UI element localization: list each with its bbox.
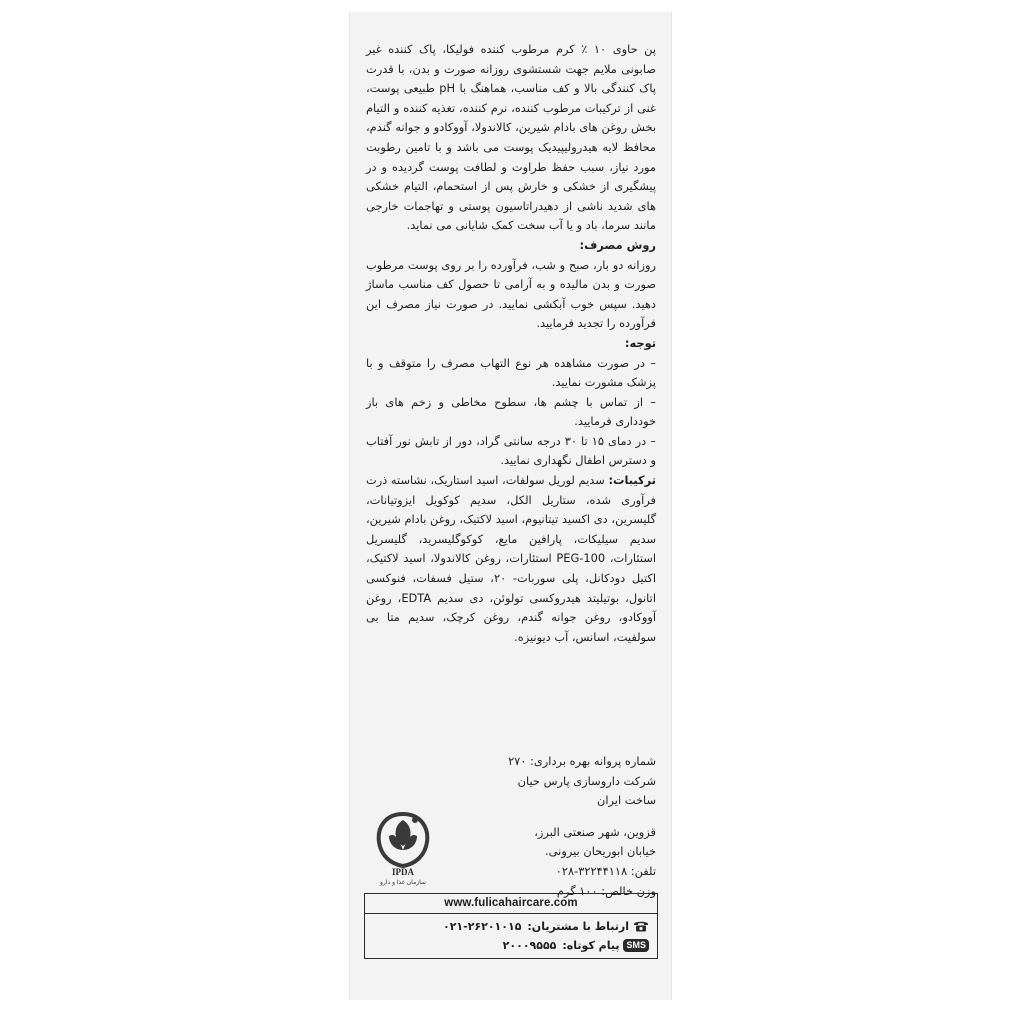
website-link[interactable]: www.fulicahaircare.com [444,897,578,909]
sms-row [373,936,649,954]
ipda-label: IPDA [392,867,414,877]
net-weight: وزن خالص: ۱۰۰ گرم [556,883,656,898]
address-line-1: قزوین، شهر صنعتی البرز، [534,824,656,839]
telephone-icon [633,920,649,932]
sms-number[interactable]: ۲۰۰۰۹۵۵۵ [502,938,557,952]
caution-heading: توجه: [624,335,656,350]
usage-text: روزانه دو بار، صبح و شب، فرآورده را بر روی پوست مرطوب صورت و بدن مالیده و به آرامی تا حصول کف مناسب ماساژ دهید. سپس خوب آبکشی نمایید. در صورت نیاز مصرف این فرآورده را تجدید فرمایید. [366,257,656,331]
made-in: ساخت ایران [596,793,656,808]
product-description: پن حاوی ۱۰ ٪ کرم مرطوب کننده فولیکا، پاک کننده غیر صابونی ملایم جهت شستشوی روزانه صورت و بدن، با قدرت پاک کنندگی بالا و کف مناسب، هماهنگ با pH طبیعی پوست، غنی از ترکیبات مرطوب کننده، نرم کننده، تغذیه کننده و التیام بخش روغن های بادام شیرین، کالاندولا، آووکادو و جوانه گندم، محافظ لایه هیدرولیپیدیک پوست می باشد و با تامین رطوبت مورد نیاز، سبب حفظ طراوت و لطافت پوست گردیده و در پیشگیری از خشکی و خارش پس از استحمام، التیام خشکی های شدید ناشی از دهیدراتاسیون پوستی و تهاجمات خارجی مانند سرما، باد و یا آب سخت کمک شایانی می نماید. [366,42,656,233]
sms-label: پیام کوتاه: [562,938,620,952]
usage-heading: روش مصرف: [579,237,656,252]
caution-item-2: – از تماس با چشم ها، سطوح مخاطی و زخم های باز خودداری فرمایید. [366,394,656,429]
contact-box [364,893,658,959]
contact-divider [365,913,657,914]
customer-service-label: ارتباط با مشتریان: [527,919,629,933]
address-line-2: خیابان ابوریحان بیرونی. [545,844,656,859]
ingredients-text: سدیم لوریل سولفات، اسید استاریک، نشاسته ذرت فرآوری شده، ستاریل الکل، سدیم کوکویل ایزوتیانات، گلیسرین، دی اکسید تیتانیوم، اسید لاکتیک، روغن بادام شیرین، سدیم سیلیکات، پارافین مایع، کوکوگلیسرید، گلیسریل استئارات، PEG-100 استئارات، روغن کالاندولا، اسید لاکتیک، اکتیل دودکانل، پلی سوربات- ۲۰، ستیل فسفات، فنوکسی اتانول، بوتیلیتد هیدروکسی تولوئن، دی سدیم EDTA، روغن آووکادو، روغن جوانه گندم، روغن کرچک، سدیم متا بی سولفیت، اسانس، آب دیونیزه. [366,473,656,644]
customer-service-row [373,917,649,935]
leaflet-text [366,40,656,647]
ipda-logo-icon [371,806,435,886]
phone-line: تلفن: ۳۲۲۴۴۱۱۸-۰۲۸ [555,863,656,878]
customer-service-number[interactable]: ۰۲۱-۲۶۲۰۱۰۱۵ [442,919,522,933]
caution-item-3: – در دمای ۱۵ تا ۳۰ درجه سانتی گراد، دور از تابش نور آفتاب و دسترس اطفال نگهداری نمایید. [366,433,656,468]
ipda-subtitle: سازمان غذا و دارو [380,879,426,886]
ingredients-heading: ترکیبات: [608,473,657,488]
sms-icon [623,939,649,952]
caution-item-1: – در صورت مشاهده هر نوع التهاب مصرف را متوقف و با پزشک مشورت نمایید. [366,355,656,390]
sms-badge: SMS [623,939,649,952]
company-name: شرکت داروسازی پارس حیان [517,773,656,788]
license-number: شماره پروانه بهره برداری: ۲۷۰ [508,754,656,768]
ingredients [366,471,656,647]
